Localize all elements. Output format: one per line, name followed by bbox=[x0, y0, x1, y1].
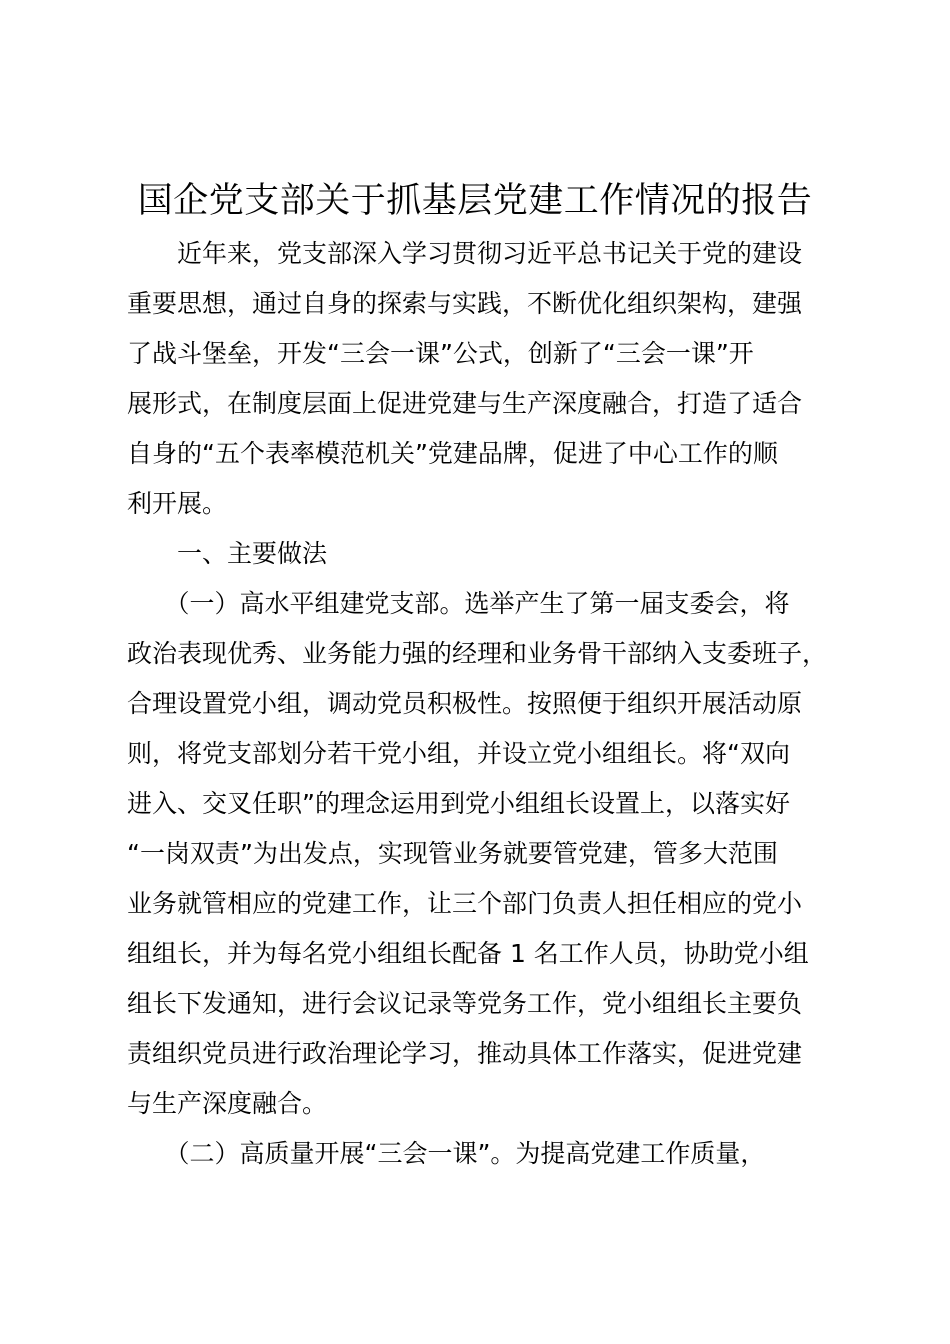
body-line: 组长下发通知，进行会议记录等党务工作，党小组组长主要负 bbox=[127, 989, 803, 1018]
body-line: 自身的“五个表率模范机关”党建品牌，促进了中心工作的顺 bbox=[127, 439, 778, 468]
body-line: 进入、交叉任职”的理念运用到党小组组长设置上，以落实好 bbox=[127, 789, 790, 818]
body-line: 近年来，党支部深入学习贯彻习近平总书记关于党的建设 bbox=[127, 239, 803, 268]
body-line: 展形式，在制度层面上促进党建与生产深度融合，打造了适合 bbox=[127, 389, 803, 418]
body-line: 业务就管相应的党建工作，让三个部门负责人担任相应的党小 bbox=[127, 889, 803, 918]
section-heading: 一、主要做法 bbox=[127, 539, 328, 568]
body-line: （一）高水平组建党支部。选举产生了第一届支委会，将 bbox=[127, 589, 790, 618]
document-title: 国企党支部关于抓基层党建工作情况的报告 bbox=[137, 181, 813, 221]
body-line: 重要思想，通过自身的探索与实践，不断优化组织架构，建强 bbox=[127, 289, 803, 318]
body-line: 了战斗堡垒，开发“三会一课”公式，创新了“三会一课”开 bbox=[127, 339, 754, 368]
body-line: （二）高质量开展“三会一课”。为提高党建工作质量， bbox=[127, 1139, 766, 1168]
body-line: 与生产深度融合。 bbox=[127, 1089, 328, 1118]
body-line: 责组织党员进行政治理论学习，推动具体工作落实，促进党建 bbox=[127, 1039, 803, 1068]
body-line: 合理设置党小组，调动党员积极性。按照便于组织开展活动原 bbox=[127, 689, 803, 718]
body-line: 政治表现优秀、业务能力强的经理和业务骨干部纳入支委班子， bbox=[127, 639, 828, 668]
body-line: 利开展。 bbox=[127, 489, 228, 518]
body-line: 组组长，并为每名党小组组长配备 1 名工作人员，协助党小组 bbox=[127, 939, 809, 968]
body-line: “一岗双责”为出发点，实现管业务就要管党建，管多大范围 bbox=[127, 839, 778, 868]
body-line: 则，将党支部划分若干党小组，并设立党小组组长。将“双向 bbox=[127, 739, 790, 768]
